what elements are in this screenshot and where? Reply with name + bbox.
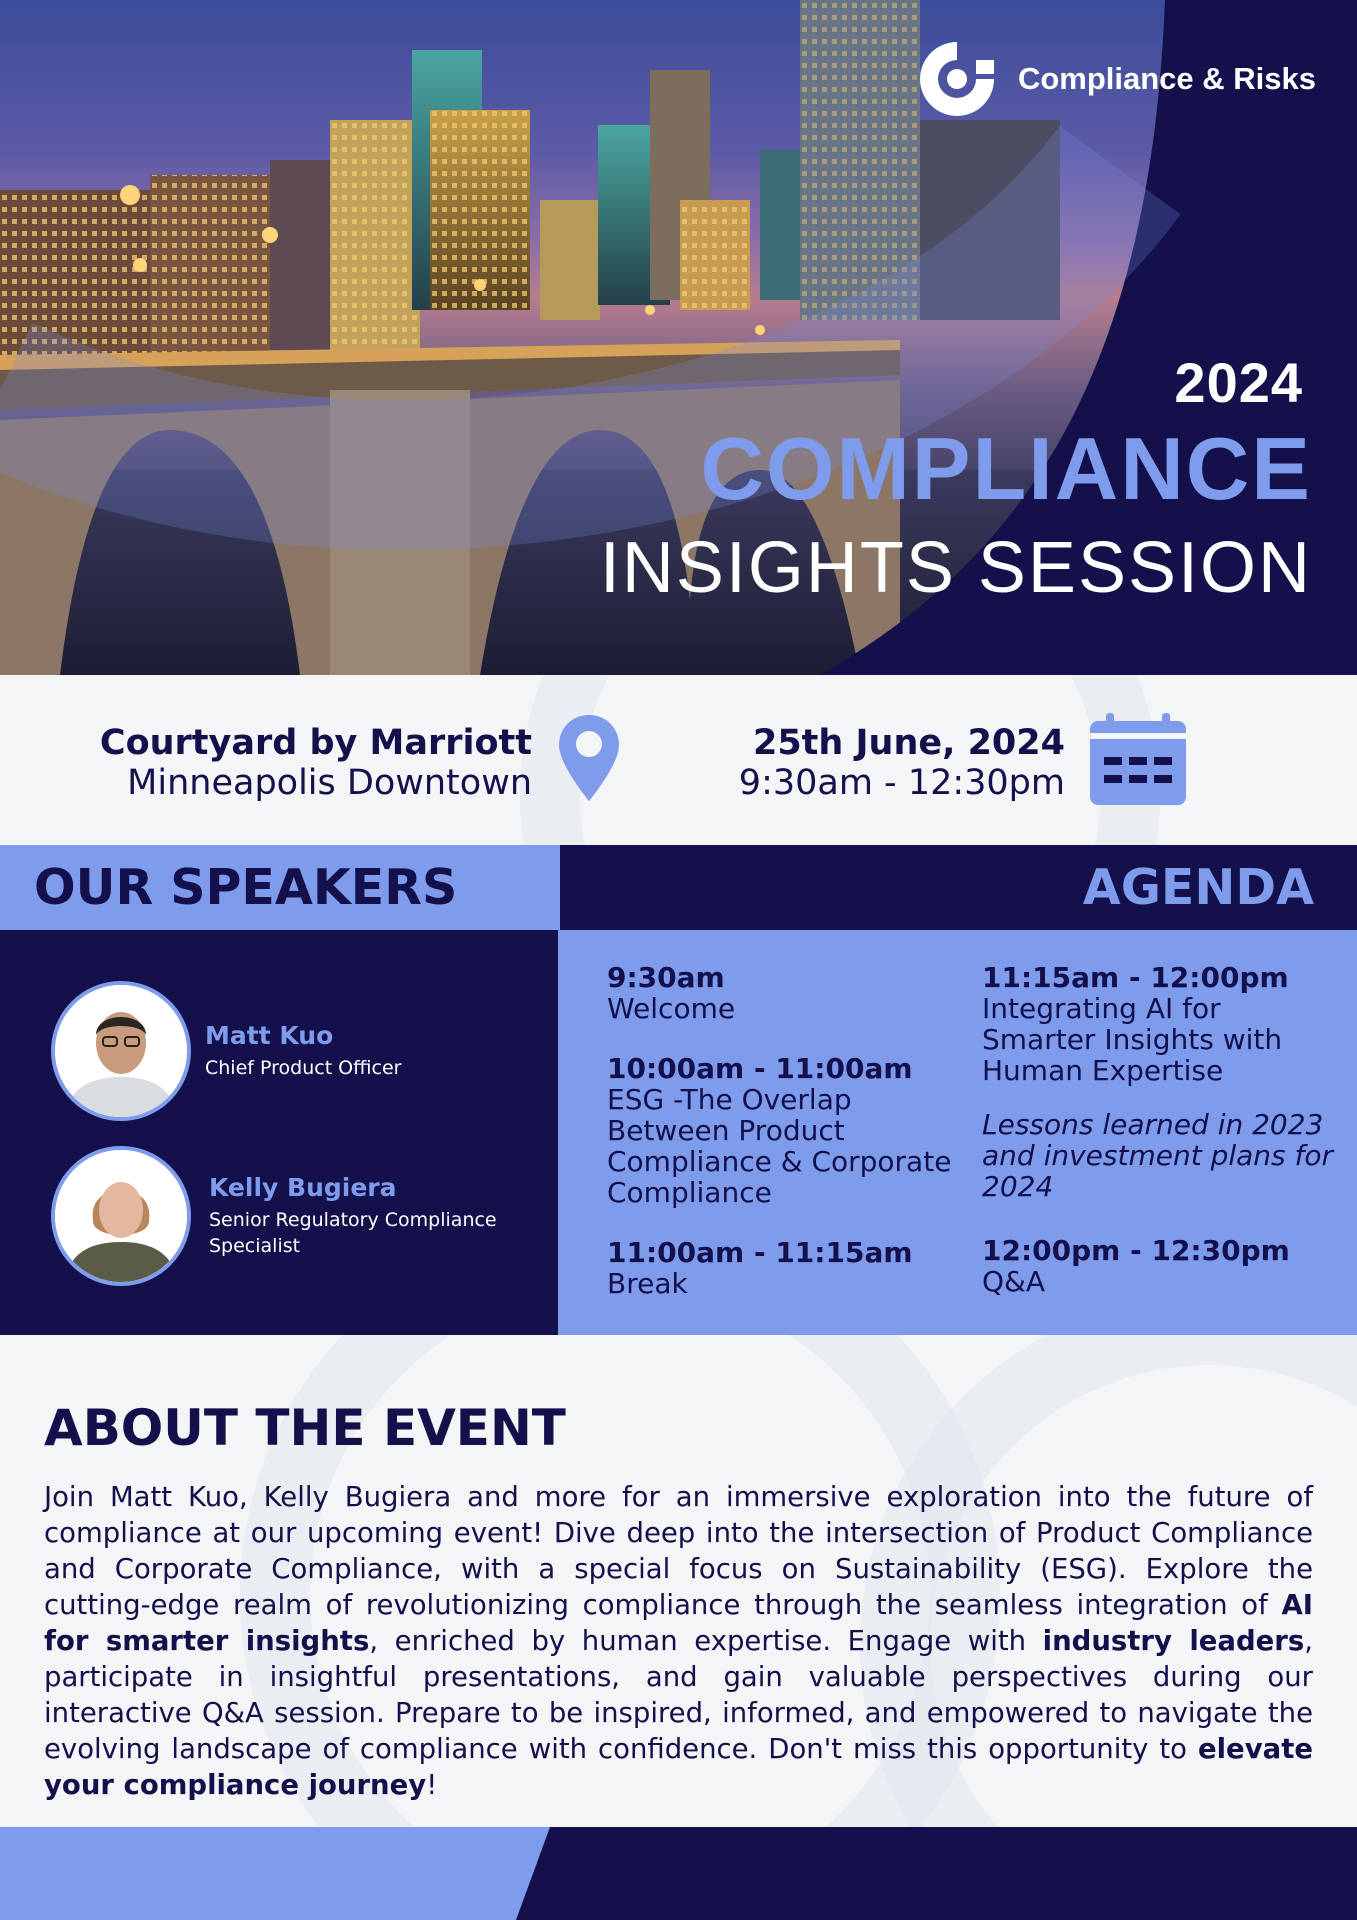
about-text: !	[426, 1769, 438, 1801]
speakers-panel	[0, 930, 558, 1335]
agenda-item	[607, 962, 735, 1024]
agenda-time: 12:00pm - 12:30pm	[982, 1234, 1290, 1267]
brand-logo[interactable]	[916, 38, 1316, 120]
agenda-panel	[558, 930, 1357, 1335]
speakers-heading: OUR SPEAKERS	[34, 859, 458, 916]
brand-name: Compliance & Risks	[1017, 61, 1316, 96]
agenda-note-line: 2024	[982, 1170, 1054, 1203]
agenda-title-line: Integrating AI for	[982, 992, 1221, 1025]
speaker-card	[51, 981, 401, 1121]
speaker-role-line1: Senior Regulatory Compliance	[209, 1209, 497, 1231]
speaker-role: Chief Product Officer	[205, 1057, 402, 1079]
event-title-line2: INSIGHTS SESSION	[599, 528, 1312, 608]
agenda-title-line: Human Expertise	[982, 1054, 1224, 1087]
event-date: 25th June, 2024	[752, 723, 1065, 763]
agenda-item	[982, 1235, 1290, 1297]
agenda-item	[982, 962, 1333, 1202]
about-paragraph	[44, 1479, 1313, 1803]
calendar-icon	[1090, 713, 1186, 805]
speaker-role	[209, 1207, 497, 1259]
about-highlight: elevate your compliance journey	[44, 1733, 1313, 1801]
speaker-name: Matt Kuo	[205, 1021, 334, 1050]
agenda-title-line: Compliance & Corporate	[607, 1145, 952, 1178]
agenda-title: Break	[607, 1267, 688, 1300]
about-section	[0, 1335, 1357, 1827]
venue-name: Courtyard by Marriott	[99, 723, 532, 763]
c-ring-logo-icon	[916, 38, 998, 120]
agenda-title-line: ESG -The Overlap	[607, 1083, 852, 1116]
about-highlight: AI for smarter insights	[44, 1589, 1313, 1657]
venue-city: Minneapolis Downtown	[127, 763, 532, 803]
agenda-time: 11:15am - 12:00pm	[982, 961, 1289, 994]
agenda-title: Q&A	[982, 1265, 1046, 1298]
speaker-avatar	[51, 981, 191, 1121]
about-heading: ABOUT THE EVENT	[44, 1399, 566, 1457]
agenda-time: 10:00am - 11:00am	[607, 1052, 913, 1085]
date-block	[739, 723, 1065, 803]
agenda-note-line: Lessons learned in 2023	[982, 1108, 1324, 1141]
location-pin-icon	[557, 713, 621, 803]
about-text: , enriched by human expertise. Engage with	[369, 1625, 1043, 1657]
speaker-avatar	[51, 1146, 191, 1286]
speaker-role-line2: Specialist	[209, 1235, 301, 1257]
about-text: , participate in insightful presentations, and gain valuable perspectives during our interactive Q&A session. Prepare to be inspired, informed, and empowered to navigate the evolving landscape of compliance with confidence. Don't miss this opportunity to	[44, 1625, 1313, 1765]
agenda-time: 9:30am	[607, 961, 725, 994]
agenda-header	[560, 845, 1357, 930]
about-text: Join Matt Kuo, Kelly Bugiera and more for an immersive exploration into the future of compliance at our upcoming event! Dive deep into the intersection of Product Compliance and Corporate Compliance, with a special focus on Sustainability (ESG). Explore the cutting-edge realm of revolutionizing compliance through the seamless integration of	[44, 1481, 1313, 1621]
venue-block	[100, 723, 532, 803]
footer-accent-shape	[0, 1827, 1357, 1920]
agenda-title-line: Compliance	[607, 1176, 772, 1209]
agenda-heading: AGENDA	[1082, 859, 1314, 916]
event-year: 2024	[1174, 351, 1303, 414]
about-highlight: industry leaders	[1042, 1625, 1305, 1657]
agenda-item	[607, 1053, 951, 1208]
agenda-time: 11:00am - 11:15am	[607, 1236, 913, 1269]
event-title-line1: COMPLIANCE	[700, 419, 1312, 518]
agenda-title: Welcome	[607, 992, 736, 1025]
footer-band	[0, 1827, 1357, 1920]
event-time: 9:30am - 12:30pm	[738, 763, 1065, 803]
speaker-name: Kelly Bugiera	[209, 1173, 397, 1202]
hero-banner	[0, 0, 1357, 675]
speakers-header	[0, 845, 560, 930]
agenda-title-line: Between Product	[607, 1114, 845, 1147]
agenda-item	[607, 1237, 913, 1299]
speaker-card	[51, 1146, 497, 1286]
agenda-title-line: Smarter Insights with	[982, 1023, 1283, 1056]
agenda-note-line: and investment plans for	[982, 1139, 1334, 1172]
